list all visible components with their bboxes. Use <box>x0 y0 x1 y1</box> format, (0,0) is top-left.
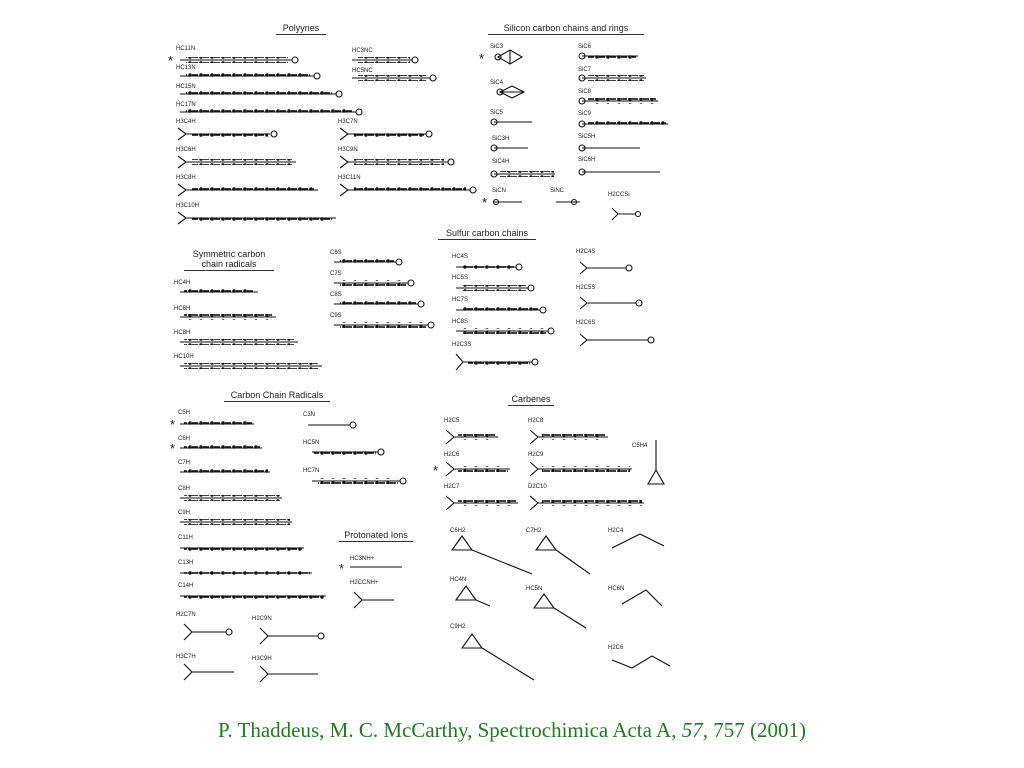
molecule-label: HC17N <box>176 102 196 108</box>
molecule-label: C7H <box>178 460 191 466</box>
molecule-label: HC5N <box>303 440 320 446</box>
molecule-label: SiCN <box>492 188 507 194</box>
molecule-label: C6S <box>330 250 342 256</box>
molecule-label: SiNC <box>550 188 565 194</box>
molecule-label: C9H <box>178 510 191 516</box>
molecule-label: C6H2 <box>450 528 466 534</box>
molecule-label: HC5S <box>452 275 469 281</box>
molecule-label: HC4H <box>174 280 191 286</box>
molecule-label: H2C5 <box>444 418 460 424</box>
molecule-label: C14H <box>178 583 194 589</box>
molecule-label: HC4S <box>452 254 469 260</box>
molecule-label: HC7N <box>303 468 320 474</box>
molecule-label: H3C7H <box>176 654 196 660</box>
molecule-label: HC3NC <box>352 48 373 54</box>
molecule-label: H2C5S <box>576 285 596 291</box>
citation-pages-year: 757 (2001) <box>713 718 806 742</box>
molecule-label: H2C6 <box>608 645 624 651</box>
molecule-label: SiC3 <box>490 44 504 50</box>
molecule-label: H2C9N <box>252 616 272 622</box>
molecule-label: C11H <box>178 535 193 541</box>
section-title-radicals: Carbon Chain Radicals <box>224 390 330 402</box>
molecule-label: H2C8 <box>528 418 544 424</box>
molecule-label: H2C7 <box>444 484 460 490</box>
molecule-label: C3N <box>303 412 316 418</box>
section-title-protonated: Protonated Ions <box>339 530 413 542</box>
molecule-label: H2C9 <box>528 452 544 458</box>
detection-mark: * <box>170 417 176 432</box>
molecule-label: C7H2 <box>526 528 542 534</box>
molecule-label: C5H4 <box>632 443 648 449</box>
molecule-label: SiC5H <box>578 134 596 140</box>
molecule-label: SiC7 <box>578 67 592 73</box>
molecule-label: H3C9N <box>338 147 358 153</box>
detection-mark: * <box>479 51 485 66</box>
molecule-label: SiC6 <box>578 44 592 50</box>
section-title-polyynes: Polyynes <box>276 23 326 35</box>
molecule-label: H3C11N <box>338 175 361 181</box>
citation-volume: 57, <box>681 718 708 742</box>
section-title-carbenes: Carbenes <box>508 394 554 406</box>
detection-mark: * <box>339 561 345 576</box>
symmetric-title-line2: chain radicals <box>184 259 274 271</box>
detection-mark: * <box>170 441 176 456</box>
molecule-label: H3C8H <box>176 175 196 181</box>
molecule-label: SiC4 <box>490 80 504 86</box>
molecule-label: SiC9 <box>578 111 592 117</box>
molecule-label: C9S <box>330 313 342 319</box>
citation-authors: P. Thaddeus, M. C. McCarthy, Spectrochimica Acta A, <box>218 718 677 742</box>
section-title-sulfur: Sulfur carbon chains <box>438 228 536 240</box>
detection-mark: * <box>168 53 174 68</box>
molecule-label: H3C6H <box>176 147 196 153</box>
molecule-label: D2C10 <box>528 484 547 490</box>
molecule-label: HC5N <box>526 586 543 592</box>
molecule-label: H2C7N <box>176 612 196 618</box>
section-title-silicon: Silicon carbon chains and rings <box>488 23 644 35</box>
molecule-label: SiC8 <box>578 89 592 95</box>
molecule-label: HC11N <box>176 46 196 52</box>
molecule-label: HC15N <box>176 84 196 90</box>
molecule-label: HC8S <box>452 319 469 325</box>
molecule-label: HC7S <box>452 297 469 303</box>
molecule-label: HC4N <box>450 577 467 583</box>
molecule-label: SiC3H <box>492 136 510 142</box>
molecule-label: HC13N <box>176 65 196 71</box>
molecule-label: H2C6S <box>576 320 596 326</box>
molecule-label: HC6N <box>608 586 625 592</box>
molecule-label: HC5NC <box>352 68 373 74</box>
molecule-label: H2C4S <box>576 249 596 255</box>
molecule-label: C8H <box>178 486 191 492</box>
molecule-label: H3C9H <box>252 656 272 662</box>
symmetric-title-line1: Symmetric carbon <box>192 249 266 259</box>
molecule-label: C8S <box>330 292 342 298</box>
molecule-label: C5H <box>178 410 191 416</box>
molecule-label: H2C3S <box>452 342 472 348</box>
molecule-label: H2CCSi <box>608 192 630 198</box>
molecule-label: HC8H <box>174 330 191 336</box>
molecule-label: H3C10H <box>176 203 200 209</box>
detection-mark: * <box>482 195 488 210</box>
molecule-label: C7S <box>330 271 342 277</box>
detection-mark: * <box>433 463 439 478</box>
molecule-label: H2C4 <box>608 528 624 534</box>
molecule-label: SiC5 <box>490 110 504 116</box>
molecule-label: H3C4H <box>176 119 196 125</box>
molecule-label: H2CCNH+ <box>350 580 379 586</box>
molecule-label: C6H <box>178 436 191 442</box>
molecule-label: HC6H <box>174 306 191 312</box>
molecule-label: SiC6H <box>578 157 596 163</box>
molecule-label: HC3NH+ <box>350 556 375 562</box>
molecule-label: C13H <box>178 560 194 566</box>
molecule-label: SiC4H <box>492 159 510 165</box>
molecule-label: HC10H <box>174 354 194 360</box>
molecule-label: C9H2 <box>450 624 466 630</box>
molecule-label: H3C7N <box>338 119 358 125</box>
citation <box>0 718 1024 743</box>
molecule-label: H2C6 <box>444 452 460 458</box>
